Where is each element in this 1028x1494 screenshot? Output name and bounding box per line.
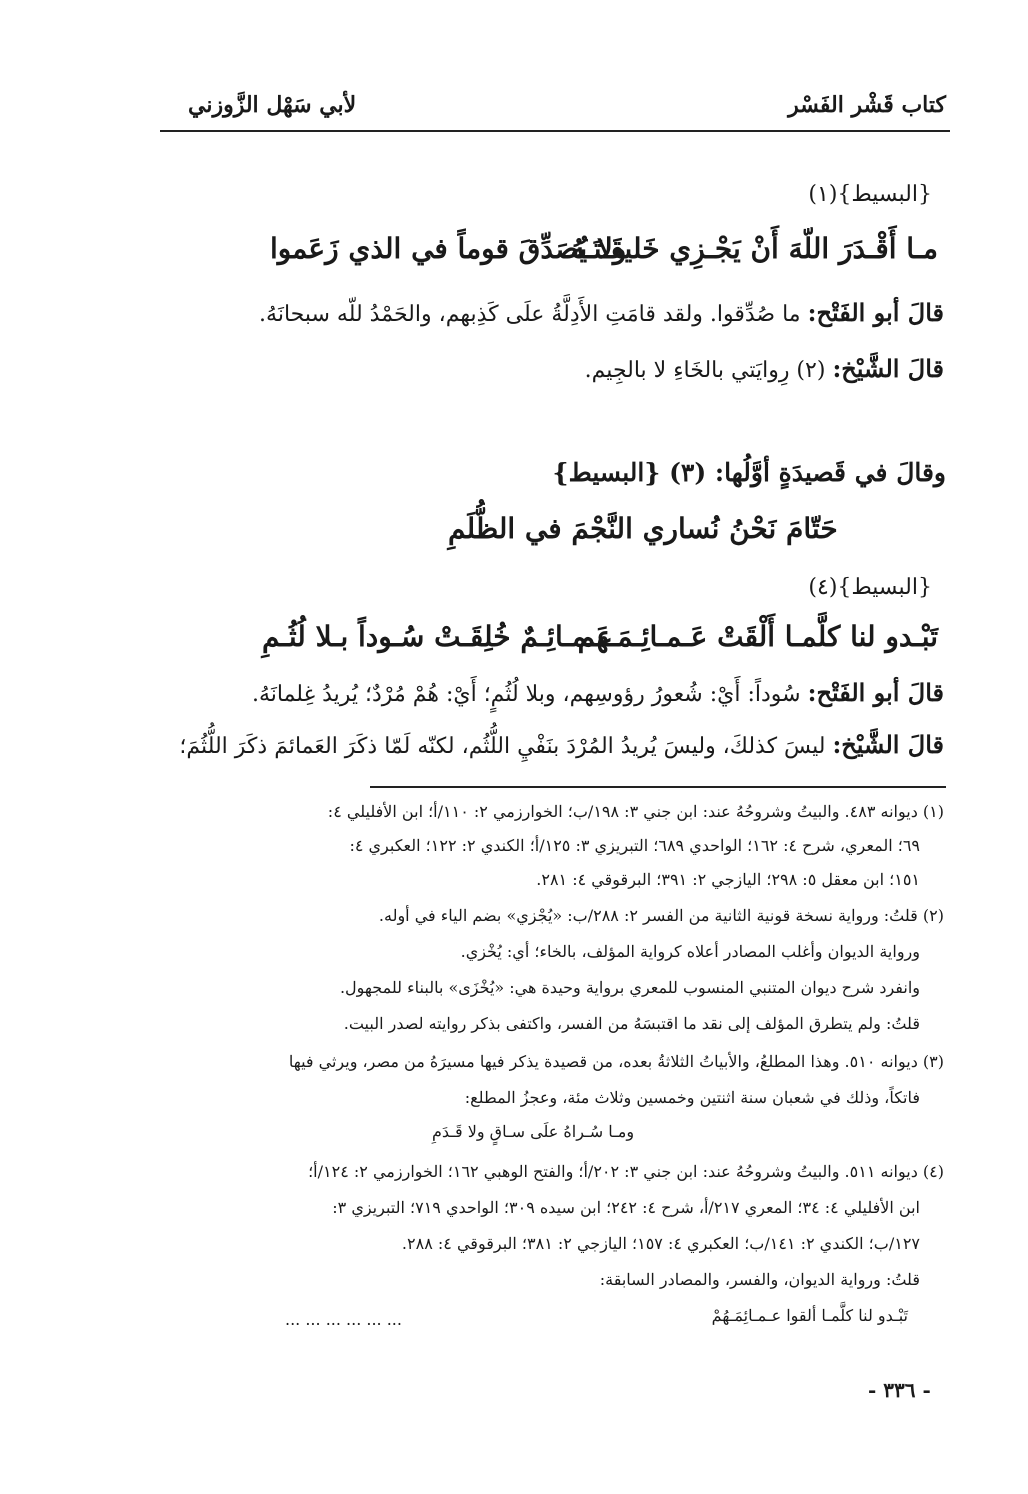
footnote-4-line-2: ابن الأفليلي ٤: ٣٤؛ المعري ٢١٧/أ، شرح ٤: ٢٤٢؛ ابن سيده ٣٠٩؛ الواحدي ٧١٩؛ التبريزي ٣: — [332, 1198, 920, 1217]
footnote-2-line-4: قلتُ: ولم يتطرق المؤلف إلى نقد ما اقتبسَهُ من الفسر، واكتفى بذكر روايته لصدر البيت. — [343, 1014, 920, 1033]
running-head-book-title: كتاب قَشْر الفَسْر — [788, 92, 946, 118]
footnote-4-line-1: (٤) ديوانه ٥١١. والبيتُ وشروحُهُ عند: ابن جني ٣: ٢٠٢/أ؛ والفتح الوهبي ١٦٢؛ الخوارزمي ٢: ١٢٤/أ؛ — [308, 1162, 944, 1181]
opening-hemistich: حَتّامَ نَحْنُ نُساري النَّجْمَ في الظُّلَمِ — [448, 512, 838, 545]
poem-intro: وقالَ في قَصيدَةٍ أوَّلُها: (٣) {البسيط} — [552, 458, 946, 487]
verse1-second-hemistich: ولا يُصَدِّقَ قوماً في الذي زَعَموا — [270, 232, 627, 265]
footnote-separator — [370, 786, 946, 788]
abu-alfath-comment-2 — [252, 678, 944, 707]
comment-text: ما صُدِّقوا. ولقد قامَتِ الأَدِلَّةُ علَى كَذِبهم، والحَمْدُ للّه سبحانَهُ. — [259, 302, 801, 327]
verse2-first-hemistich: تَبْـدو لنا كلَّمـا أَلْقَتْ عَـمـائِـمَـهم — [577, 620, 938, 653]
footnote-2-line-3: وانفرد شرح ديوان المتنبي المنسوب للمعري برواية وحيدة هي: «يُخْزَى» بالبناء للمجهول. — [339, 978, 920, 997]
comment-text: (٢) رِوايَتي بالخَاءِ لا بالجِيم. — [584, 358, 826, 383]
verse1-first-hemistich: مـا أَقْـدَرَ اللّهَ أَنْ يَجْـزِي خَليقَـتَـهُ — [570, 232, 938, 265]
footnote-3-line-2: فاتكاً، وذلك في شعبان سنة اثنتين وخمسين وثلاث مئة، وعجزُ المطلع: — [464, 1088, 920, 1107]
footnote-4-verse: تَبْـدو لنا كلَّمـا ألقوا عـمـائِمَـهُمْ — [711, 1306, 908, 1325]
footnote-4-ellipsis: ... ... ... ... ... ... — [285, 1310, 402, 1329]
footnote-2-line-1: (٢) قلتُ: ورواية نسخة قونية الثانية من الفسر ٢: ٢٨٨/ب: «يُجْزي» بضم الياء في أوله. — [378, 906, 944, 925]
page-number: - ٣٣٦ - — [868, 1378, 931, 1402]
verse2-second-hemistich: عَـمـائِـمٌ خُلِقَـتْ سُـوداً بـلا لُثُـمِ — [262, 620, 613, 653]
footnote-4-line-3: ١٢٧/ب؛ الكندي ٢: ١٤١/ب؛ العكبري ٤: ١٥٧؛ اليازجي ٢: ٣٨١؛ البرقوقي ٤: ٢٨٨. — [401, 1234, 920, 1253]
header-rule — [160, 130, 950, 132]
speaker-label: قالَ الشَّيْخ: — [832, 730, 944, 759]
running-head-author: لأبي سَهْل الزَّوزني — [188, 92, 357, 118]
speaker-label: قالَ أبو الفَتْح: — [807, 678, 944, 707]
footnote-1-line-3: ١٥١؛ ابن معقل ٥: ٢٩٨؛ اليازجي ٢: ٣٩١؛ البرقوقي ٤: ٢٨١. — [536, 870, 920, 889]
speaker-label: قالَ الشَّيْخ: — [832, 354, 944, 383]
footnote-3-verse: ومـا سُـراهُ علَى سـاقٍ ولا قَـدَمِ — [432, 1122, 635, 1141]
footnote-2-line-2: ورواية الديوان وأغلب المصادر أعلاه كرواية المؤلف، بالخاء؛ أي: يُخْزي. — [460, 942, 920, 961]
footnote-3-line-1: (٣) ديوانه ٥١٠. وهذا المطلعُ، والأبياتُ الثلاثةُ بعده، من قصيدة يذكر فيها مسيرَهُ من مصر، ويرثي فيها — [288, 1052, 944, 1071]
meter-label-4: {البسيط}(٤) — [808, 575, 932, 600]
footnote-4-line-4: قلتُ: ورواية الديوان، والفسر، والمصادر السابقة: — [599, 1270, 920, 1289]
meter-label-1: {البسيط}(١) — [808, 182, 932, 207]
abu-alfath-comment-1 — [259, 298, 944, 327]
shaykh-comment-2 — [179, 730, 944, 759]
shaykh-comment-1 — [585, 354, 944, 383]
speaker-label: قالَ أبو الفَتْح: — [807, 298, 944, 327]
comment-text: ليسَ كذلكَ، وليسَ يُريدُ المُرْدَ بنَفْيِ اللُّثُم، لكنّه لَمّا ذكَرَ العَمائمَ ذكَرَ اللُّثُمَ؛ — [179, 734, 826, 759]
footnote-1-line-1: (١) ديوانه ٤٨٣. والبيتُ وشروحُهُ عند: ابن جني ٣: ١٩٨/ب؛ الخوارزمي ٢: ١١٠/أ؛ ابن الأفليلي ٤: — [327, 802, 944, 821]
comment-text: سُوداً: أَيْ: شُعورُ رؤوسِهم، وبلا لُثُمٍ؛ أَيْ: هُمْ مُرْدٌ؛ يُريدُ غِلمانَهُ. — [251, 682, 801, 707]
footnote-1-line-2: ٦٩؛ المعري، شرح ٤: ١٦٢؛ الواحدي ٦٨٩؛ التبريزي ٣: ١٢٥/أ؛ الكندي ٢: ١٢٢؛ العكبري ٤: — [349, 836, 920, 855]
